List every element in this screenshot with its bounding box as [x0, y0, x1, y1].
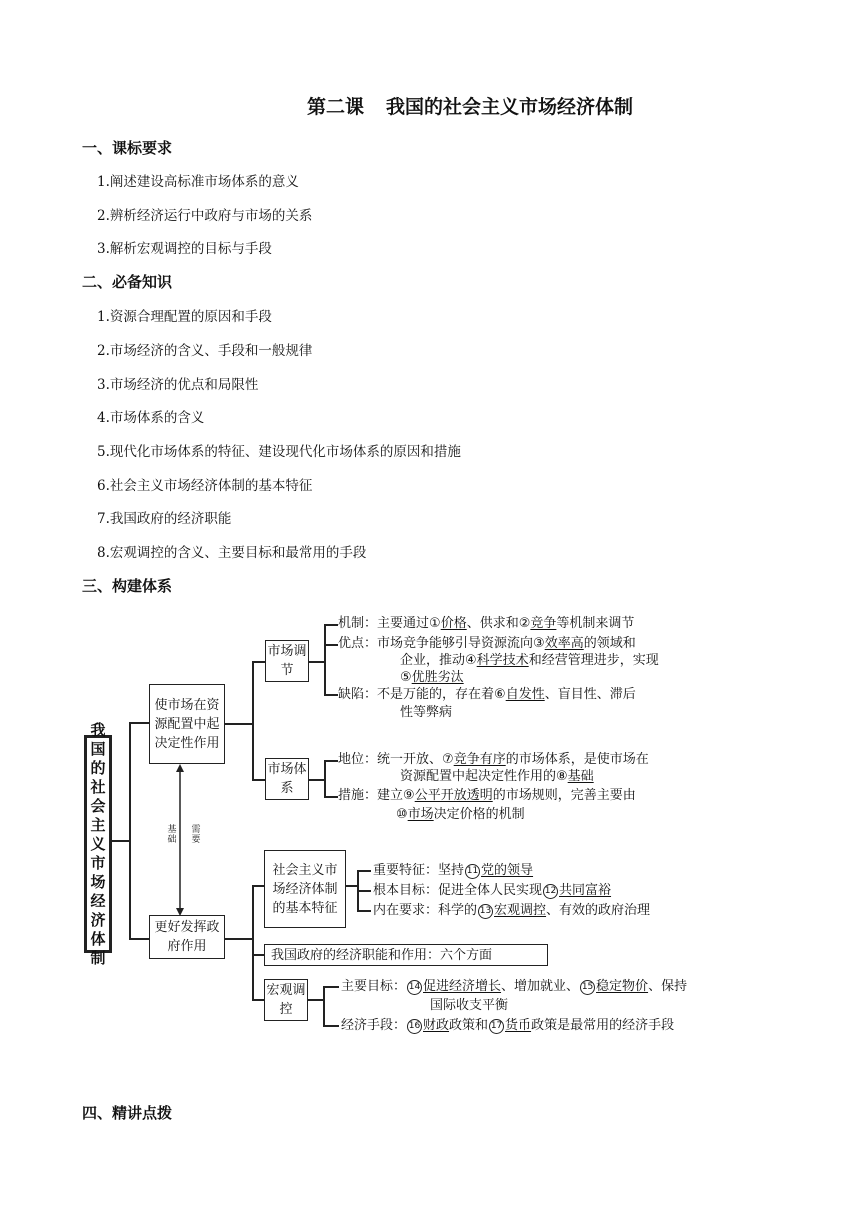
connector-line: [357, 890, 371, 892]
knowledge-item: 8.宏观调控的含义、主要目标和最常用的手段: [97, 545, 367, 561]
arrow-label-basis: 基础: [167, 825, 177, 845]
connector-line: [309, 661, 325, 663]
status-line-2: 资源配置中起决定性作用的⑧基础: [400, 769, 594, 784]
connector-line: [324, 760, 326, 797]
requirement-item: 1.阐述建设高标准市场体系的意义: [97, 174, 299, 190]
connector-line: [308, 999, 324, 1001]
measure-line-1: 措施：建立⑨公平开放透明的市场规则，完善主要由: [338, 788, 636, 803]
market-regulation-box: 市场调节: [265, 640, 309, 682]
connector-line: [252, 885, 254, 1000]
connector-line: [324, 694, 338, 696]
gov-functions-box: 我国政府的经济职能和作用：六个方面: [264, 944, 548, 966]
section-heading-requirements: 一、课标要求: [82, 139, 173, 157]
defect-line-2: 性等弊病: [400, 705, 453, 720]
econ-means-line: 经济手段： 16 财政政策和 17 货币政策是最常用的经济手段: [341, 1018, 675, 1033]
feature-line: 重要特征：坚持 11 党的领导: [373, 863, 534, 878]
arrow-label-need: 需要: [191, 825, 201, 845]
connector-line: [324, 760, 338, 762]
connector-line: [129, 938, 149, 940]
main-goal-line-2: 国际收支平衡: [430, 998, 509, 1013]
root-box: 我 国 的 社 会 主 义 市 场 经 济 体 制: [84, 735, 112, 953]
knowledge-item: 1.资源合理配置的原因和手段: [97, 309, 272, 325]
section-heading-knowledge: 二、必备知识: [82, 273, 173, 291]
inner-requirement-line: 内在要求：科学的 13 宏观调控、有效的政府治理: [373, 903, 651, 918]
knowledge-item: 3.市场经济的优点和局限性: [97, 377, 259, 393]
connector-line: [129, 722, 131, 939]
advantage-line-2: 企业，推动④科学技术和经营管理进步，实现: [400, 653, 659, 668]
measure-line-2: ⑩市场决定价格的机制: [396, 807, 525, 822]
connector-line: [252, 885, 264, 887]
connector-line: [323, 1025, 339, 1027]
requirement-item: 2.辨析经济运行中政府与市场的关系: [97, 208, 313, 224]
connector-line: [252, 661, 265, 663]
connector-line: [112, 840, 130, 842]
connector-line: [323, 986, 325, 1026]
connector-line: [252, 779, 265, 781]
connector-line: [225, 938, 253, 940]
market-system-box: 市场体系: [265, 758, 309, 800]
connector-line: [129, 722, 149, 724]
knowledge-item: 2.市场经济的含义、手段和一般规律: [97, 343, 313, 359]
goal-line: 根本目标：促进全体人民实现 12 共同富裕: [373, 883, 612, 898]
connector-line: [324, 644, 338, 646]
connector-line: [324, 624, 338, 626]
advantage-line-1: 优点：市场竞争能够引导资源流向③效率高的领域和: [338, 636, 636, 651]
connector-line: [252, 999, 264, 1001]
connector-line: [309, 779, 325, 781]
section-heading-key-points: 四、精讲点拨: [82, 1104, 173, 1122]
market-role-box: 使市场在资源配置中起决定性作用: [149, 684, 225, 764]
connector-line: [225, 723, 253, 725]
knowledge-item: 5.现代化市场体系的特征、建设现代化市场体系的原因和措施: [97, 444, 461, 460]
page-title: 第二课 我国的社会主义市场经济体制: [306, 96, 634, 118]
connector-line: [252, 661, 254, 780]
status-line-1: 地位：统一开放、⑦竞争有序的市场体系，是使市场在: [338, 752, 649, 767]
knowledge-item: 7.我国政府的经济职能: [97, 511, 232, 527]
mechanism-line: 机制：主要通过①价格、供求和②竞争等机制来调节: [338, 616, 635, 631]
macro-control-box: 宏观调控: [264, 979, 308, 1021]
knowledge-item: 4.市场体系的含义: [97, 410, 205, 426]
connector-line: [324, 624, 326, 695]
connector-line: [252, 954, 264, 956]
connector-line: [357, 870, 371, 872]
requirement-item: 3.解析宏观调控的目标与手段: [97, 241, 272, 257]
connector-line: [323, 986, 339, 988]
socialist-features-box: 社会主义市场经济体制的基本特征: [264, 850, 346, 928]
connector-line: [324, 796, 338, 798]
gov-role-box: 更好发挥政府作用: [149, 915, 225, 959]
section-heading-framework: 三、构建体系: [82, 577, 173, 595]
knowledge-item: 6.社会主义市场经济体制的基本特征: [97, 478, 313, 494]
main-goal-line-1: 主要目标： 14 促进经济增长、增加就业、 15 稳定物价、保持: [341, 979, 688, 994]
defect-line-1: 缺陷：不是万能的，存在着⑥自发性、盲目性、滞后: [338, 687, 636, 702]
connector-line: [357, 910, 371, 912]
advantage-line-3: ⑤优胜劣汰: [400, 670, 464, 685]
